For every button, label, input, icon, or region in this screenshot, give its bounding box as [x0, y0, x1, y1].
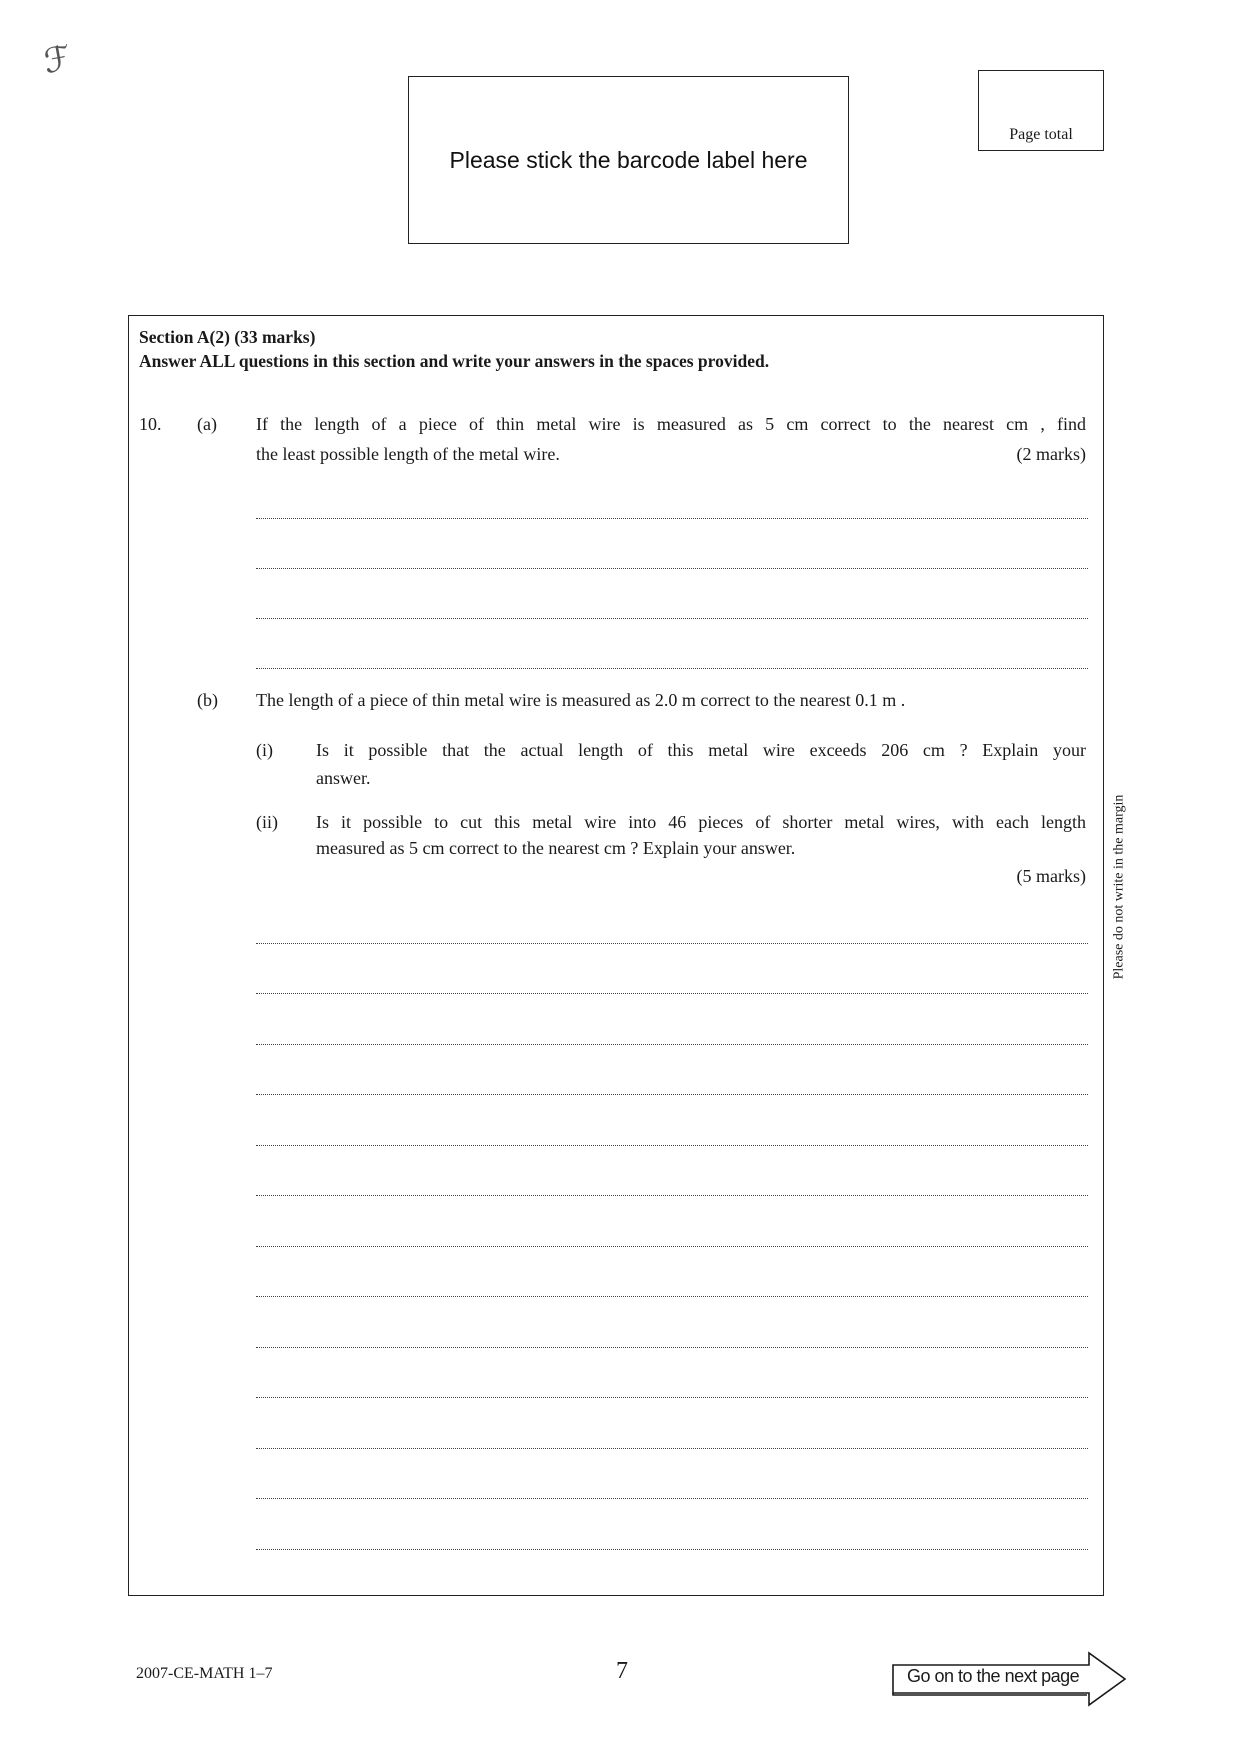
answer-line[interactable]	[256, 618, 1088, 619]
part-b-i-label: (i)	[256, 740, 273, 760]
part-b-i-line2: answer.	[316, 768, 371, 788]
part-a-label: (a)	[197, 414, 217, 434]
section-title: Section A(2) (33 marks)	[139, 327, 316, 347]
page-number: 7	[616, 1658, 628, 1684]
next-page-label: Go on to the next page	[907, 1666, 1080, 1686]
answer-line[interactable]	[256, 1094, 1088, 1095]
barcode-label-text: Please stick the barcode label here	[449, 146, 808, 173]
part-b-ii-label: (ii)	[256, 812, 278, 832]
part-b-label: (b)	[197, 690, 218, 710]
section-box	[128, 315, 1104, 1596]
part-b-ii-line1: Is it possible to cut this metal wire into 46 pieces of shorter metal wires, with each length	[316, 812, 1086, 832]
answer-line[interactable]	[256, 1549, 1088, 1550]
answer-line[interactable]	[256, 993, 1088, 994]
section-heading	[139, 325, 769, 373]
margin-note-text: Please do not write in the margin	[1111, 794, 1127, 980]
next-page-button[interactable]	[889, 1651, 1129, 1707]
answer-line[interactable]	[256, 568, 1088, 569]
margin-note	[1104, 772, 1134, 1002]
part-a-marks: (2 marks)	[1016, 444, 1086, 464]
part-a-line1: If the length of a piece of thin metal wire is measured as 5 cm correct to the nearest cm , find	[256, 414, 1086, 434]
answer-line[interactable]	[256, 1246, 1088, 1247]
answer-line[interactable]	[256, 1448, 1088, 1449]
answer-line[interactable]	[256, 1044, 1088, 1045]
page-total-label: Page total	[1009, 126, 1073, 143]
paper-code: 2007-CE-MATH 1–7	[136, 1665, 273, 1682]
part-b-text: The length of a piece of thin metal wire is measured as 2.0 m correct to the nearest 0.1 m .	[256, 690, 906, 710]
answer-line[interactable]	[256, 1347, 1088, 1348]
page-total-box	[978, 70, 1104, 151]
part-b-ii-line2: measured as 5 cm correct to the nearest cm ? Explain your answer.	[316, 838, 796, 858]
answer-line[interactable]	[256, 1397, 1088, 1398]
answer-line[interactable]	[256, 668, 1088, 669]
barcode-label-box	[408, 76, 849, 244]
question-number: 10.	[139, 414, 162, 434]
answer-line[interactable]	[256, 1498, 1088, 1499]
part-a-line2: the least possible length of the metal wire.	[256, 444, 560, 464]
corner-mark-icon: ℱ	[40, 37, 75, 83]
answer-line[interactable]	[256, 1195, 1088, 1196]
answer-line[interactable]	[256, 943, 1088, 944]
answer-line[interactable]	[256, 1296, 1088, 1297]
answer-line[interactable]	[256, 1145, 1088, 1146]
part-b-marks: (5 marks)	[1016, 866, 1086, 886]
part-b-i-line1: Is it possible that the actual length of this metal wire exceeds 206 cm ? Explain your	[316, 740, 1086, 760]
section-instruction: Answer ALL questions in this section and write your answers in the spaces provided.	[139, 351, 770, 371]
answer-line[interactable]	[256, 518, 1088, 519]
